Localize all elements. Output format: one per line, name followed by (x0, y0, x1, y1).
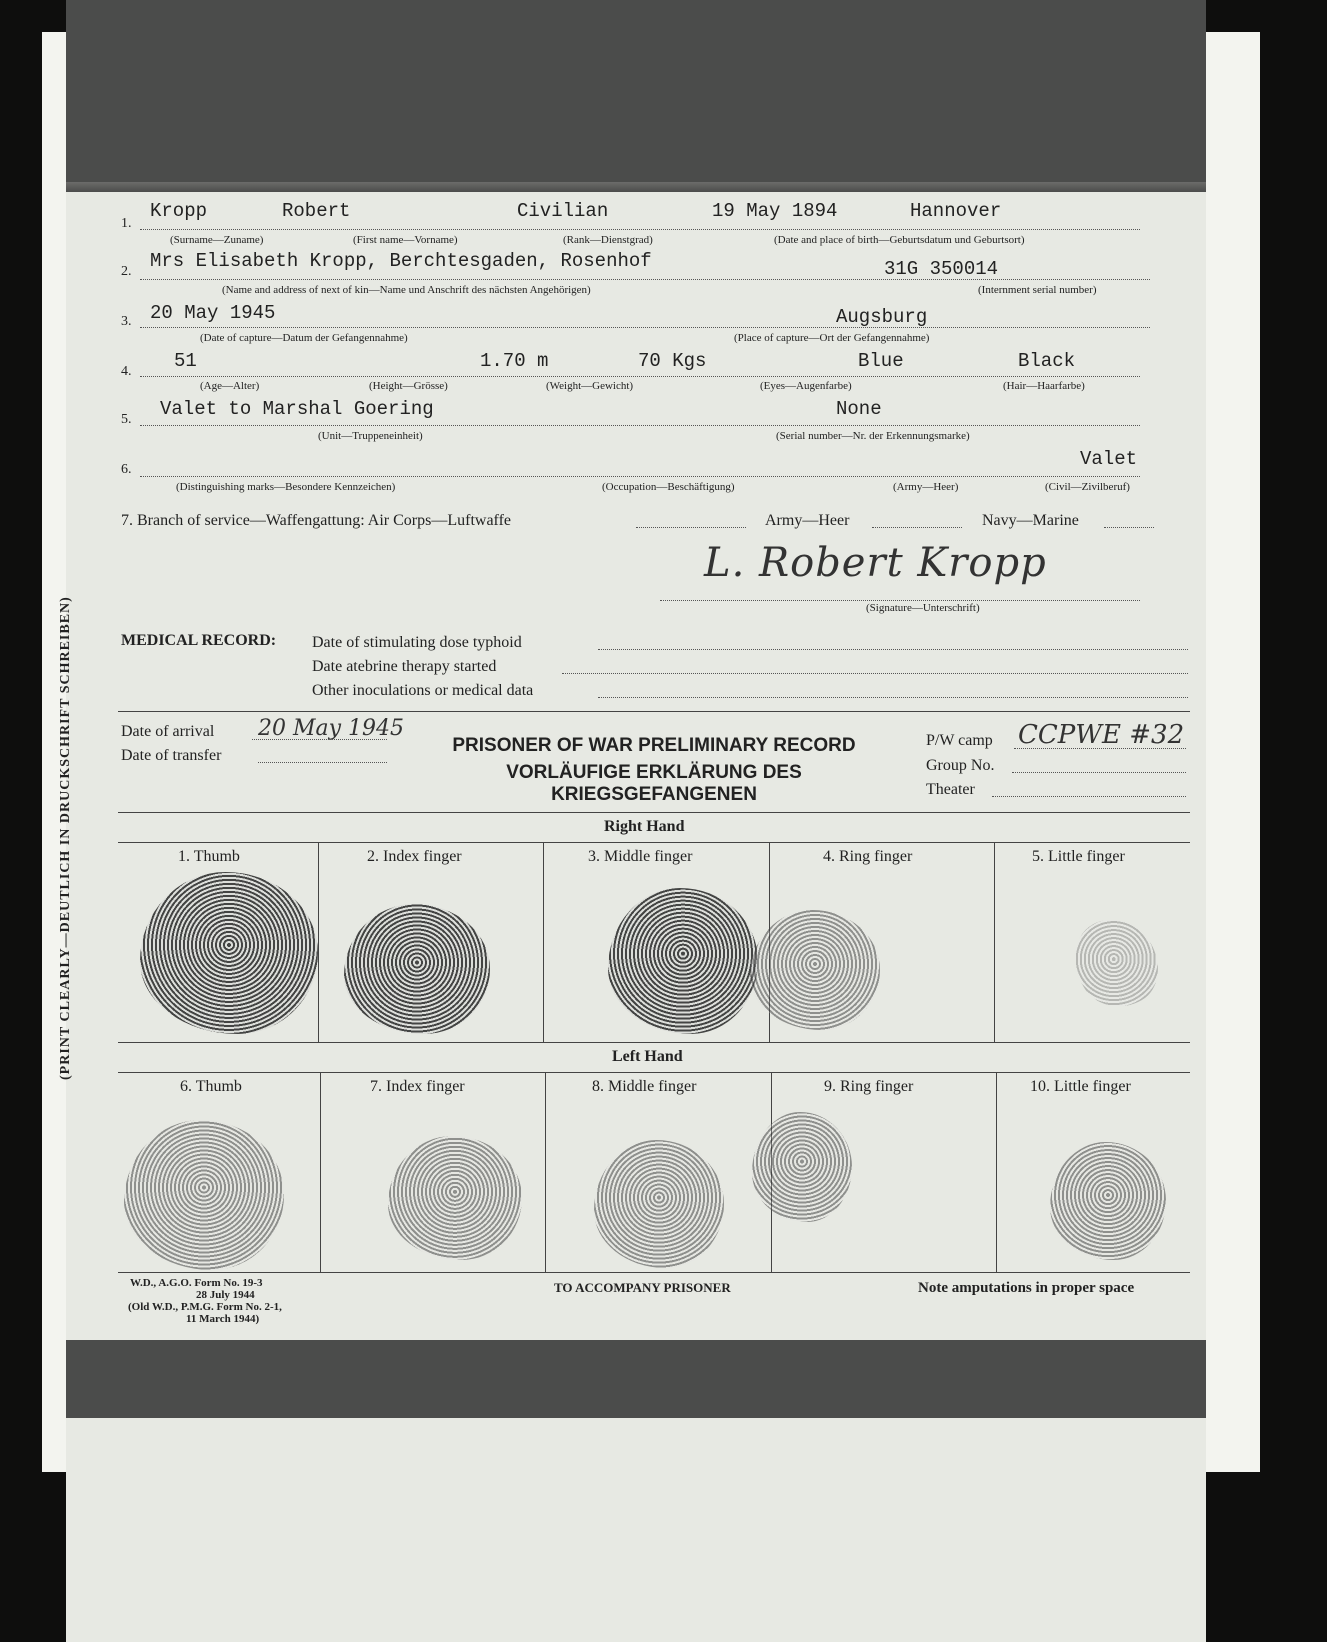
occupation-caption: (Occupation—Beschäftigung) (602, 481, 735, 493)
signature-caption: (Signature—Unterschrift) (866, 602, 980, 614)
unit-value: Valet to Marshal Goering (160, 398, 434, 420)
age-value: 51 (174, 350, 197, 372)
left-middle-print (594, 1140, 724, 1268)
right-divider-2 (543, 842, 544, 1042)
next-of-kin-caption: (Name and address of next of kin—Name und Anschrift des nächsten Angehörigen) (222, 284, 591, 296)
right-ring-label: 4. Ring finger (823, 848, 913, 865)
internment-serial-value: 31G 350014 (884, 258, 999, 280)
right-ring-print (750, 910, 880, 1030)
group-no-label: Group No. (926, 757, 995, 774)
line-3-number: 3. (121, 314, 132, 329)
medical-divider (118, 711, 1190, 712)
right-hand-top-rule (118, 812, 1190, 813)
right-thumb-print (140, 872, 318, 1034)
accompany-prisoner-note: TO ACCOMPANY PRISONER (554, 1280, 731, 1295)
line-3-rule (140, 327, 1150, 328)
print-clearly-side-text: (PRINT CLEARLY—DEUTLICH IN DRUCKSCHRIFT SCHREIBEN) (58, 596, 73, 1080)
left-middle-label: 8. Middle finger (592, 1078, 697, 1095)
signature-rule (660, 600, 1140, 601)
pw-camp-value: CCPWE #32 (1018, 720, 1185, 750)
transfer-rule (258, 762, 387, 763)
atebrine-label: Date atebrine therapy started (312, 658, 497, 675)
serial-number-value: None (836, 398, 882, 420)
right-thumb-label: 1. Thumb (178, 848, 240, 865)
serial-number-caption: (Serial number—Nr. der Erkennungsmarke) (776, 430, 970, 442)
right-divider-4 (994, 842, 995, 1042)
weight-caption: (Weight—Gewicht) (546, 380, 634, 392)
line-5-rule (140, 425, 1140, 426)
first-name-caption: (First name—Vorname) (353, 234, 458, 246)
left-little-print (1050, 1142, 1166, 1260)
line-6-number: 6. (121, 462, 132, 477)
line-1-rule (140, 229, 1140, 230)
right-middle-print (608, 888, 758, 1034)
capture-date-caption: (Date of capture—Datum der Gefangennahme) (200, 332, 408, 344)
line-4-rule (140, 376, 1140, 377)
signature: L. Robert Kropp (704, 540, 1047, 586)
line-5-number: 5. (121, 412, 132, 427)
form-date: 28 July 1944 (196, 1289, 255, 1301)
typhoid-rule (598, 649, 1188, 650)
pw-camp-label: P/W camp (926, 732, 993, 749)
top-edge-shadow (66, 182, 1206, 192)
birth-caption: (Date and place of birth—Geburtsdatum und Geburtsort) (774, 234, 1025, 246)
atebrine-rule (562, 673, 1188, 674)
left-divider-2 (545, 1072, 546, 1272)
group-no-rule (1012, 772, 1186, 773)
left-index-print (388, 1136, 522, 1260)
left-index-label: 7. Index finger (370, 1078, 465, 1095)
distinguishing-marks-caption: (Distinguishing marks—Besondere Kennzeichen) (176, 481, 396, 493)
form-title-en: PRISONER OF WAR PRELIMINARY RECORD (452, 735, 856, 756)
bottom-dark-band (66, 1340, 1206, 1418)
line-2-rule (140, 279, 1150, 280)
hair-caption: (Hair—Haarfarbe) (1003, 380, 1085, 392)
height-caption: (Height—Grösse) (369, 380, 448, 392)
other-inoculations-rule (598, 697, 1188, 698)
surname-caption: (Surname—Zuname) (170, 234, 264, 246)
medical-record-title: MEDICAL RECORD: (121, 632, 277, 649)
left-thumb-print (124, 1120, 284, 1270)
height-value: 1.70 m (480, 350, 549, 372)
top-dark-band (66, 0, 1206, 182)
left-thumb-label: 6. Thumb (180, 1078, 242, 1095)
navy-rule (1104, 527, 1154, 528)
line-1-number: 1. (121, 216, 132, 231)
theater-label: Theater (926, 781, 975, 798)
first-name-value: Robert (282, 200, 351, 222)
left-ring-label: 9. Ring finger (824, 1078, 914, 1095)
civil-occupation-value: Valet (1080, 448, 1138, 470)
right-divider-1 (318, 842, 319, 1042)
right-hand-title: Right Hand (604, 818, 685, 835)
capture-date-value: 20 May 1945 (150, 302, 276, 324)
surname-value: Kropp (150, 200, 208, 222)
line-4-number: 4. (121, 364, 132, 379)
arrival-label: Date of arrival (121, 723, 215, 740)
amputations-note: Note amputations in proper space (918, 1280, 1135, 1296)
right-index-print (344, 904, 490, 1034)
transfer-label: Date of transfer (121, 747, 222, 764)
right-little-label: 5. Little finger (1032, 848, 1125, 865)
arrival-value: 20 May 1945 (258, 716, 405, 741)
typhoid-label: Date of stimulating dose typhoid (312, 634, 522, 651)
left-divider-4 (996, 1072, 997, 1272)
left-hand-header-rule (118, 1072, 1190, 1073)
hair-value: Black (1018, 350, 1076, 372)
left-little-label: 10. Little finger (1030, 1078, 1131, 1095)
eyes-caption: (Eyes—Augenfarbe) (760, 380, 852, 392)
capture-place-caption: (Place of capture—Ort der Gefangennahme) (734, 332, 930, 344)
arrival-rule (252, 739, 387, 740)
theater-rule (992, 796, 1186, 797)
old-form-date: 11 March 1944) (186, 1313, 260, 1325)
army-rule (872, 527, 962, 528)
right-middle-label: 3. Middle finger (588, 848, 693, 865)
old-form-number: (Old W.D., P.M.G. Form No. 2-1, (128, 1301, 282, 1313)
birth-place-value: Hannover (910, 200, 1002, 222)
left-hand-title: Left Hand (612, 1048, 683, 1065)
right-hand-header-rule (118, 842, 1190, 843)
form-title-de: VORLÄUFIGE ERKLÄRUNG DES KRIEGSGEFANGENEN (506, 762, 802, 805)
right-index-label: 2. Index finger (367, 848, 462, 865)
internment-serial-caption: (Internment serial number) (978, 284, 1097, 296)
left-hand-bottom-rule (118, 1272, 1190, 1273)
capture-place-value: Augsburg (836, 306, 928, 328)
line-2-number: 2. (121, 264, 132, 279)
left-divider-1 (320, 1072, 321, 1272)
army-caption: (Army—Heer) (893, 481, 959, 493)
branch-of-service-label: 7. Branch of service—Waffengattung: Air Corps—Luftwaffe (121, 512, 512, 529)
eyes-value: Blue (858, 350, 904, 372)
other-inoculations-label: Other inoculations or medical data (312, 682, 534, 699)
pw-camp-rule (1014, 748, 1186, 749)
weight-value: 70 Kgs (638, 350, 707, 372)
left-ring-print (752, 1112, 852, 1222)
next-of-kin-value: Mrs Elisabeth Kropp, Berchtesgaden, Rosenhof (150, 250, 652, 272)
unit-caption: (Unit—Truppeneinheit) (318, 430, 423, 442)
birth-date-value: 19 May 1894 (712, 200, 838, 222)
line-6-rule (140, 476, 1140, 477)
navy-option: Navy—Marine (982, 512, 1079, 529)
air-corps-rule (636, 527, 746, 528)
civil-caption: (Civil—Zivilberuf) (1045, 481, 1130, 493)
rank-value: Civilian (517, 200, 609, 222)
army-option: Army—Heer (765, 512, 850, 529)
form-number: W.D., A.G.O. Form No. 19-3 (130, 1277, 263, 1289)
left-hand-top-rule (118, 1042, 1190, 1043)
age-caption: (Age—Alter) (200, 380, 260, 392)
rank-caption: (Rank—Dienstgrad) (563, 234, 653, 246)
